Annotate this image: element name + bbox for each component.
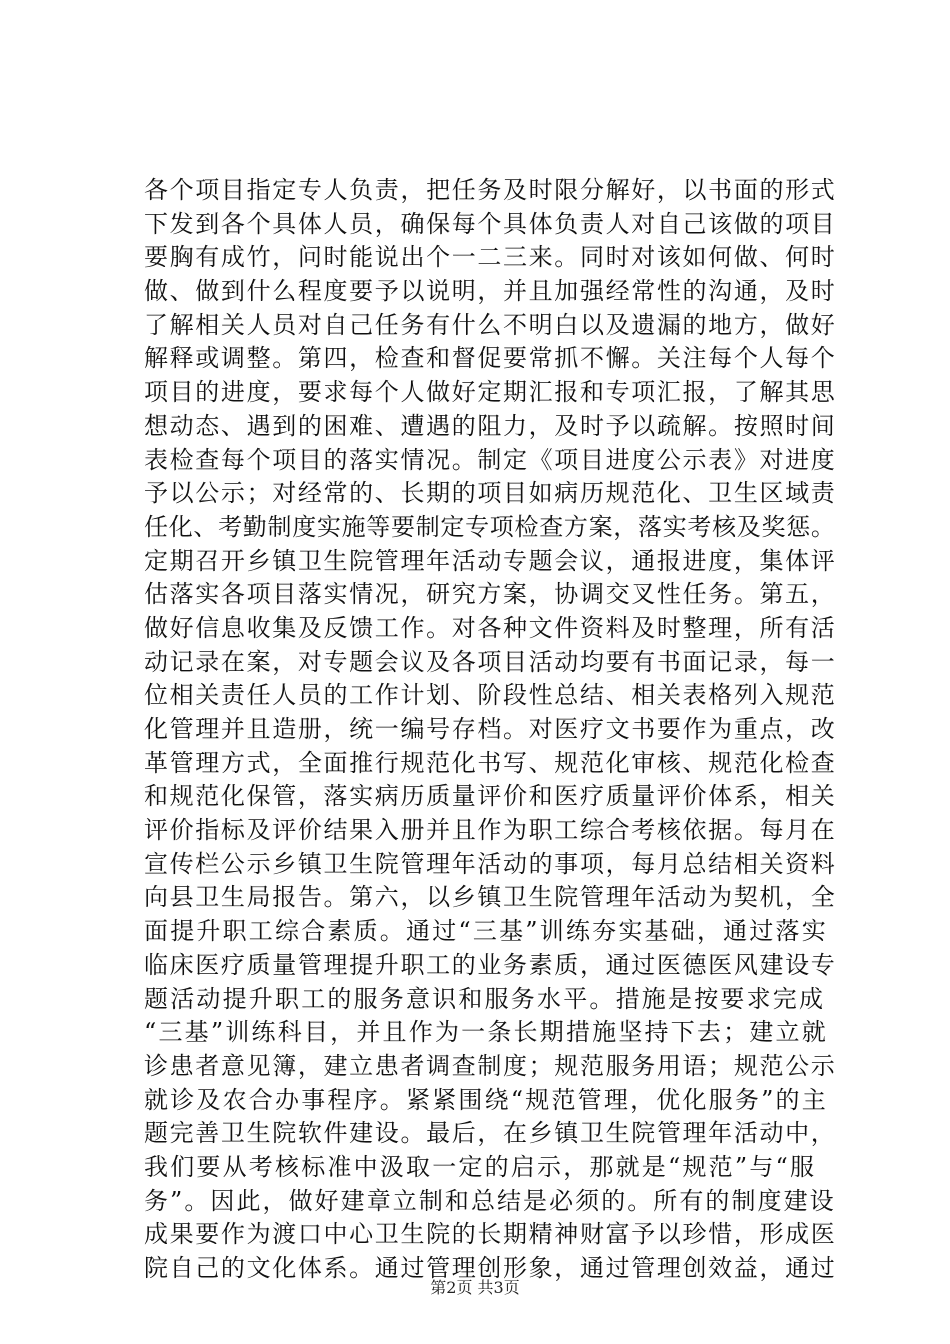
text-line: 要胸有成竹，问时能说出个一二三来。同时对该如何做、何时 bbox=[144, 243, 837, 272]
text-line: 定期召开乡镇卫生院管理年活动专题会议，通报进度，集体评 bbox=[144, 546, 837, 575]
text-line: 院自己的文化体系。通过管理创形象，通过管理创效益，通过 bbox=[144, 1254, 837, 1282]
text-line: 化管理并且造册，统一编号存档。对医疗文书要作为重点，改 bbox=[144, 715, 837, 743]
body-text bbox=[144, 174, 837, 1286]
text-line: 成果要作为渡口中心卫生院的长期精神财富予以珍惜，形成医 bbox=[144, 1220, 837, 1249]
page-footer bbox=[0, 1275, 950, 1298]
text-line: 我们要从考核标准中汲取一定的启示，那就是“规范”与“服 bbox=[144, 1152, 817, 1181]
text-line: 了解相关人员对自己任务有什么不明白以及遗漏的地方，做好 bbox=[144, 310, 837, 339]
text-line: 解释或调整。第四，检查和督促要常抓不懈。关注每个人每个 bbox=[144, 344, 837, 373]
text-line: 题活动提升职工的服务意识和服务水平。措施是按要求完成 bbox=[144, 984, 826, 1013]
text-line: 革管理方式，全面推行规范化书写、规范化审核、规范化检查 bbox=[144, 748, 837, 777]
text-line: “三基”训练科目，并且作为一条长期措施坚持下去；建立就 bbox=[144, 1018, 828, 1047]
text-line: 做、做到什么程度要予以说明，并且加强经常性的沟通，及时 bbox=[144, 277, 837, 306]
text-line: 面提升职工综合素质。通过“三基”训练夯实基础，通过落实 bbox=[144, 917, 828, 946]
text-line: 务”。因此，做好建章立制和总结是必须的。所有的制度建设 bbox=[144, 1186, 836, 1215]
text-line: 动记录在案，对专题会议及各项目活动均要有书面记录，每一 bbox=[144, 647, 837, 676]
text-line: 临床医疗质量管理提升职工的业务素质，通过医德医风建设专 bbox=[144, 950, 837, 979]
text-line: 位相关责任人员的工作计划、阶段性总结、相关表格列入规范 bbox=[144, 681, 837, 710]
text-line: 表检查每个项目的落实情况。制定《项目进度公示表》对进度 bbox=[144, 445, 837, 474]
text-line: 和规范化保管，落实病历质量评价和医疗质量评价体系，相关 bbox=[144, 782, 837, 811]
text-line: 想动态、遇到的困难、遭遇的阻力，及时予以疏解。按照时间 bbox=[144, 411, 837, 440]
text-line: 任化、考勤制度实施等要制定专项检查方案，落实考核及奖惩。 bbox=[144, 512, 836, 541]
text-line: 各个项目指定专人负责，把任务及时限分解好，以书面的形式 bbox=[144, 176, 837, 204]
text-line: 下发到各个具体人员，确保每个具体负责人对自己该做的项目 bbox=[144, 209, 837, 238]
text-line: 就诊及农合办事程序。紧紧围绕“规范管理，优化服务”的主 bbox=[144, 1085, 828, 1114]
text-line: 诊患者意见簿，建立患者调查制度；规范服务用语；规范公示 bbox=[144, 1051, 837, 1080]
text-line: 评价指标及评价结果入册并且作为职工综合考核依据。每月在 bbox=[144, 816, 837, 845]
text-line: 做好信息收集及反馈工作。对各种文件资料及时整理，所有活 bbox=[144, 613, 837, 642]
text-line: 题完善卫生院软件建设。最后，在乡镇卫生院管理年活动中， bbox=[144, 1119, 837, 1148]
page-number: 第2页 共3页 bbox=[430, 1278, 520, 1297]
text-line: 项目的进度，要求每个人做好定期汇报和专项汇报，了解其思 bbox=[144, 378, 837, 407]
text-line: 估落实各项目落实情况，研究方案，协调交叉性任务。第五， bbox=[144, 580, 837, 609]
text-line: 宣传栏公示乡镇卫生院管理年活动的事项，每月总结相关资料 bbox=[144, 849, 837, 878]
text-line: 予以公示；对经常的、长期的项目如病历规范化、卫生区域责 bbox=[144, 479, 837, 508]
text-line: 向县卫生局报告。第六，以乡镇卫生院管理年活动为契机，全 bbox=[144, 883, 837, 912]
